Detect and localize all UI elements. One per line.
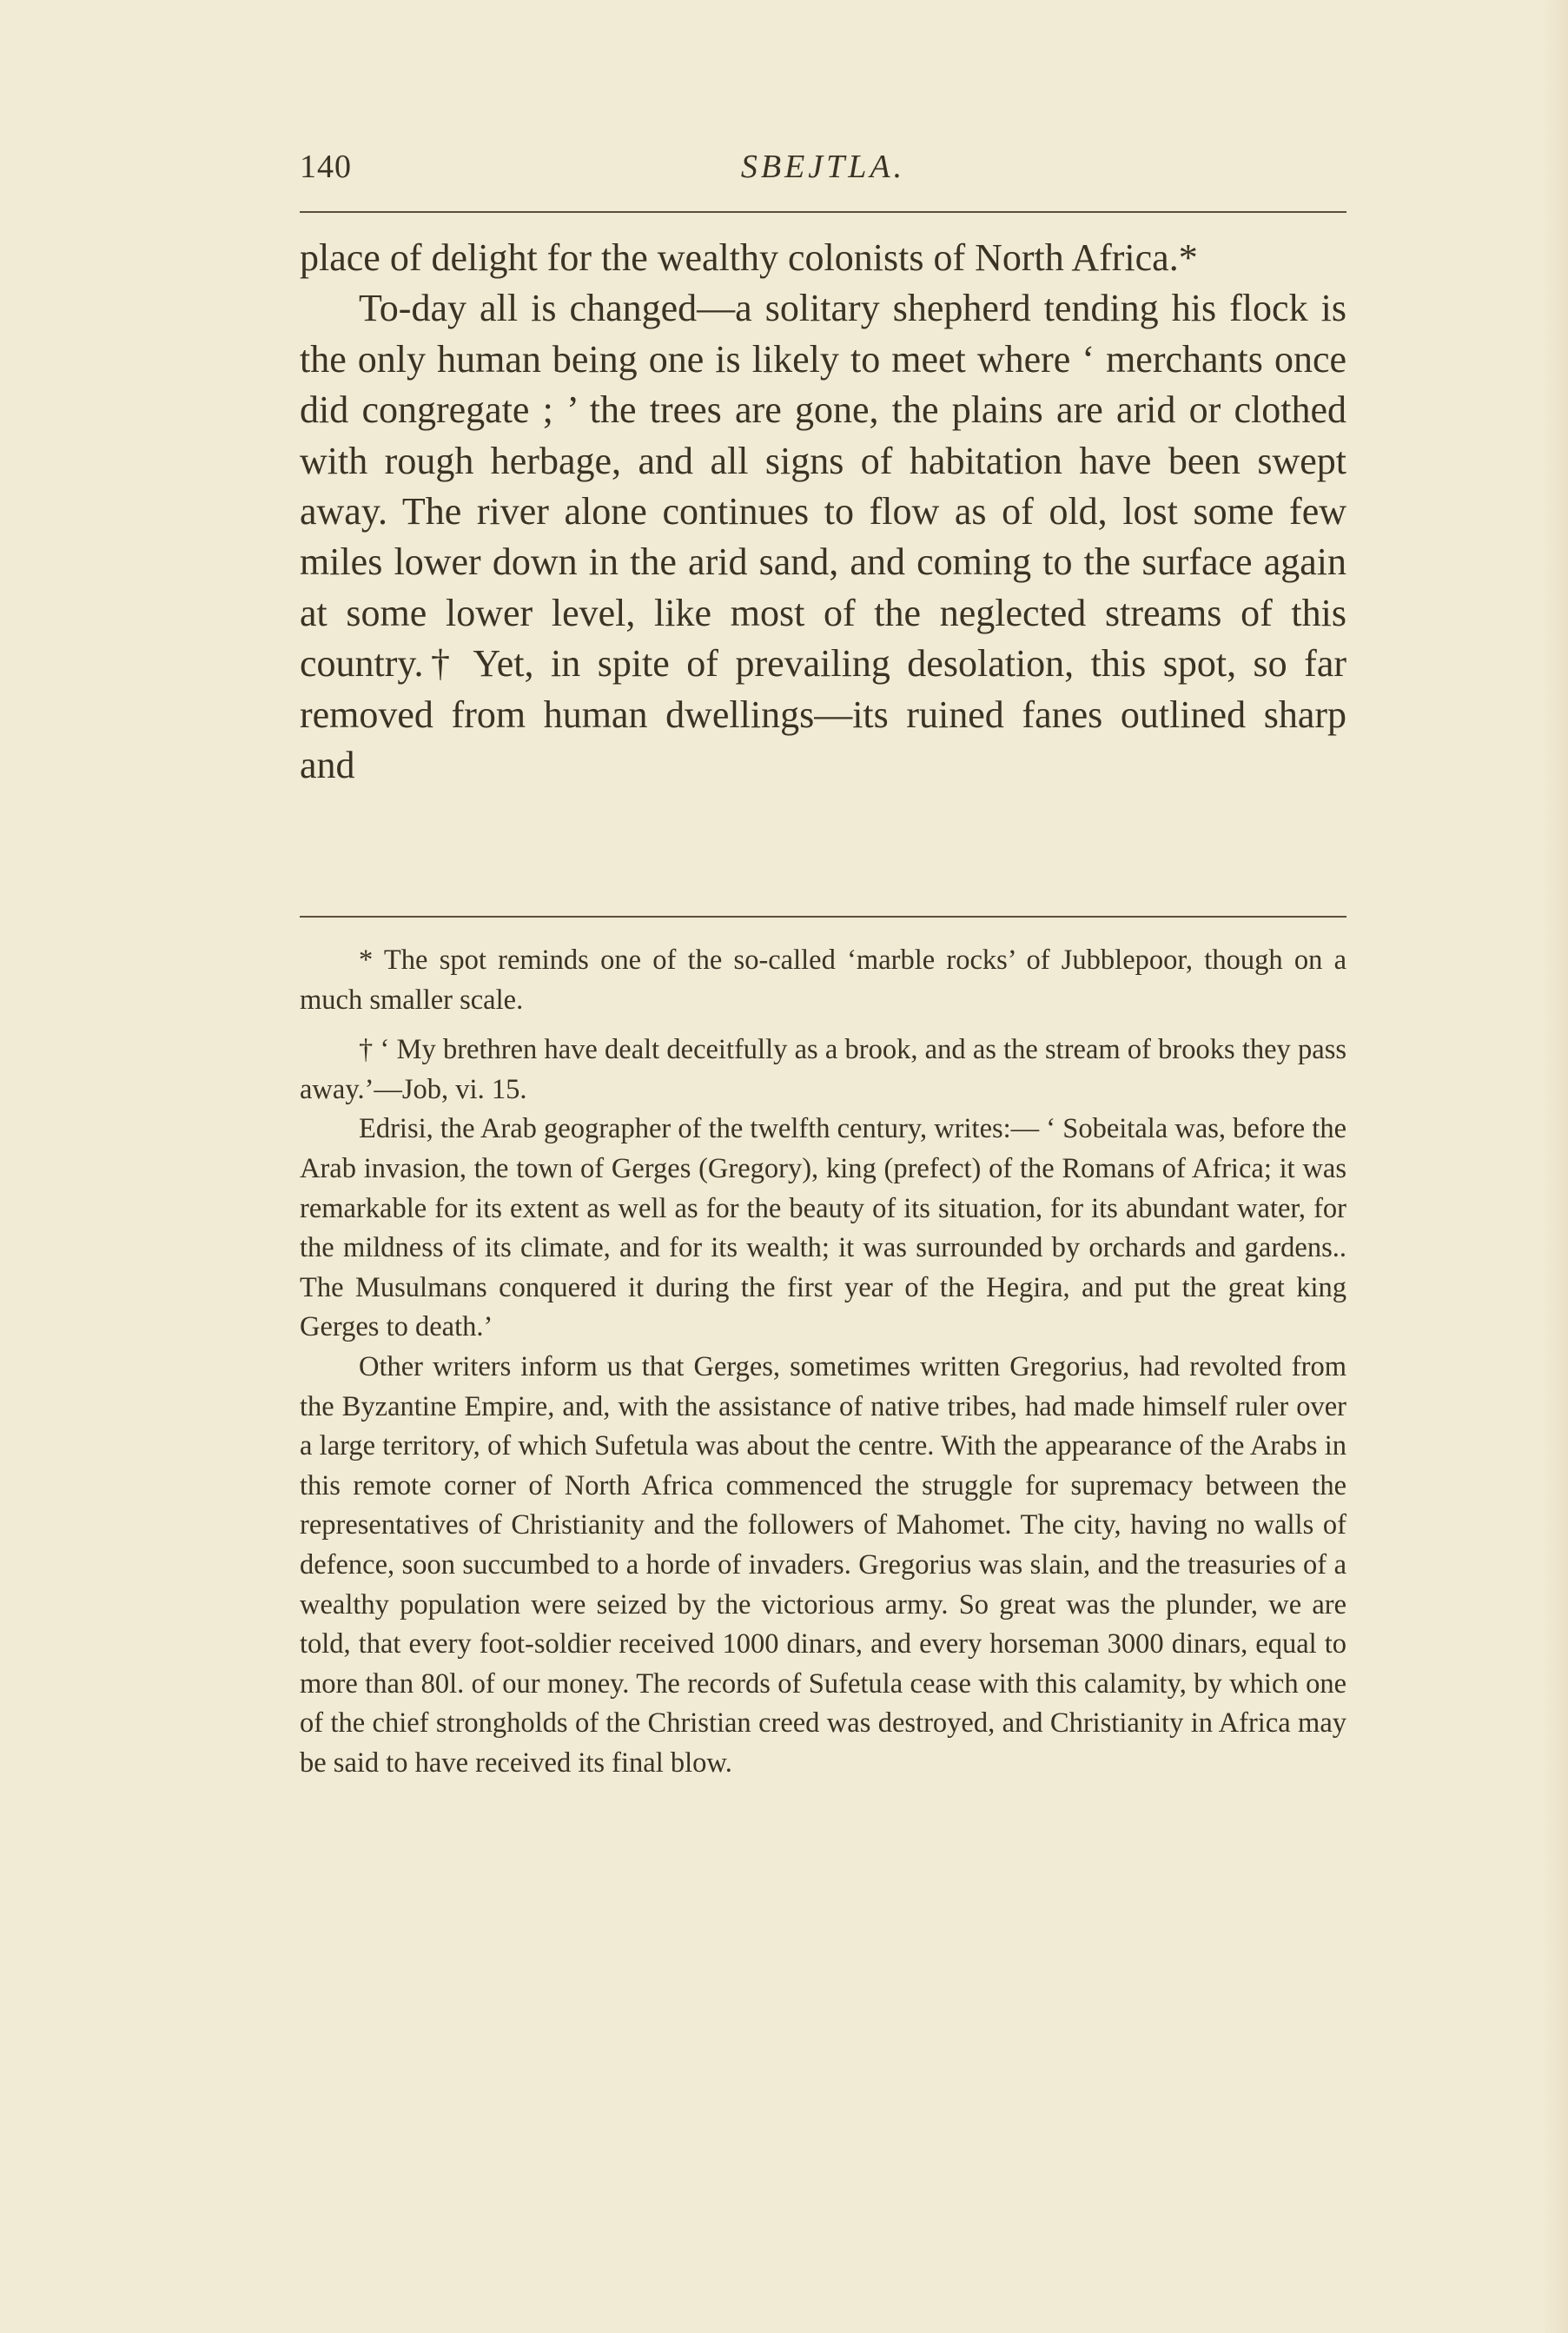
footnote-rule xyxy=(300,916,1346,918)
page-edge-shadow xyxy=(1544,0,1568,2333)
footnote-paragraph: Other writers inform us that Gerges, sometimes written Gregorius, had revolted from the Byzantine Empire, and, with the assistance of native tribes, had made himself ruler over a large territory, of which Sufetula was about the centre. With the appearance of the Arabs in this remote corner of North Africa commenced the struggle for supremacy between the representatives of Christianity and the followers of Mahomet. The city, having no walls of defence, soon succumbed to a horde of invaders. Gregorius was slain, and the treasuries of a wealthy population were seized by the victorious army. So great was the plunder, we are told, that every foot-soldier received 1000 dinars, and every horseman 3000 dinars, equal to more than 80l. of our money. The records of Sufetula cease with this calamity, by which one of the chief strongholds of the Christian creed was destroyed, and Christianity in Africa may be said to have received its final blow. xyxy=(300,1350,1346,1779)
body-paragraph: place of delight for the wealthy colonists of North Africa.* xyxy=(300,236,1198,279)
main-text xyxy=(300,233,1346,791)
page-header xyxy=(300,148,1346,202)
footnote: † ‘ My brethren have dealt deceitfully as a brook, and as the stream of brooks they pass away.’—Job, vi. 15. xyxy=(300,1034,1346,1105)
header-rule xyxy=(300,211,1346,213)
running-title: SBEJTLA. xyxy=(740,149,906,185)
body-paragraph: To-day all is changed—a solitary shepherd tending his flock is the only human being one is likely to meet where ‘ merchants once did congregate ; ’ the trees are gone, the plains are arid or clothed with rough herbage, and all signs of habitation have been swept away. The river alone continues to flow as of old, lost some few miles lower down in the arid sand, and coming to the surface again at some lower level, like most of the neglected streams of this country.† Yet, in spite of prevailing desolation, this spot, so far removed from human dwellings—its ruined fanes outlined sharp and xyxy=(300,287,1346,787)
page-number: 140 xyxy=(300,149,352,185)
footnote-paragraph: Edrisi, the Arab geographer of the twelfth century, writes:— ‘ Sobeitala was, before the Arab invasion, the town of Gerges (Gregory), king (prefect) of the Romans of Africa; it was remarkable for its extent as well as for the beauty of its situation, for its abundant water, for the mildness of its climate, and for its wealth; it was surrounded by orchards and gardens.. The Musulmans conquered it during the first year of the Hegira, and put the great king Gerges to death.’ xyxy=(300,1113,1346,1343)
footnotes xyxy=(300,941,1346,1793)
footnote: * The spot reminds one of the so-called ‘marble rocks’ of Jubblepoor, though on a much smaller scale. xyxy=(300,944,1346,1016)
